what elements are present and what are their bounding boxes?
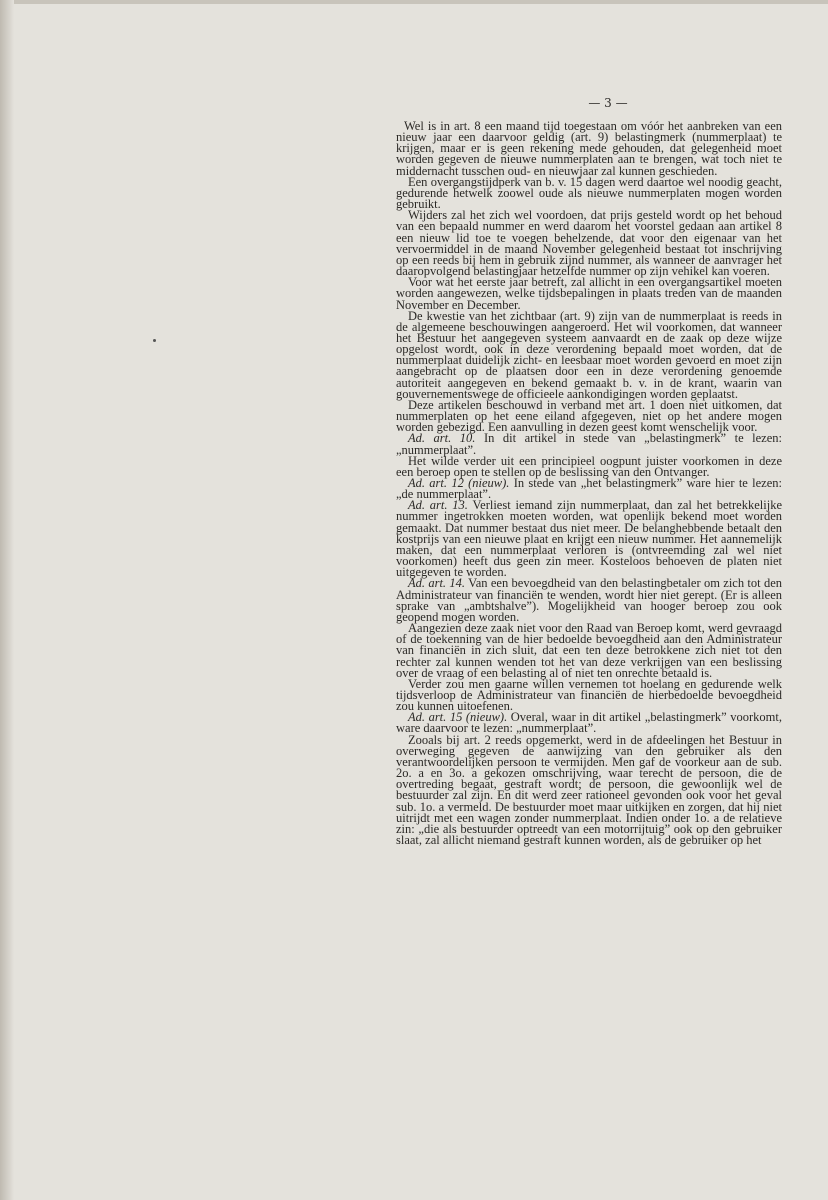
- article-reference: Ad. art. 15 (nieuw).: [408, 710, 508, 725]
- article-reference: Ad. art. 13.: [408, 498, 468, 513]
- paragraph: De kwestie van het zichtbaar (art. 9) zijn van de nummerplaat is reeds in de algemeene beschouwingen aangeroerd. Het wil voorkomen, dat wanneer het Bestuur het aangegeven systeem aanvaardt en de zaak op deze wijze opgelost wordt, ook in deze verordening bepaald moet worden, dat de nummerplaat duidelijk zicht- en leesbaar moet worden gevoerd en moet zijn aangebracht op de plaatsen door een in deze verordening genoemde autoriteit aangegeven en bekend gemaakt b. v. in de krant, waarin van gouvernementswege de officieele aankondigingen worden geplaatst.: [396, 308, 782, 401]
- paragraph: Een overgangstijdperk van b. v. 15 dagen werd daartoe wel noodig geacht, gedurende hetwelk zoowel oude als nieuwe nummerplaten mogen worden gebruikt.: [396, 174, 782, 212]
- paragraph: Verder zou men gaarne willen vernemen tot hoelang en gedurende welk tijdsverloop de Administrateur van financiën de hierbedoelde bevoegdheid zou kunnen uitoefenen.: [396, 676, 782, 714]
- paragraph-ad-art-13: Ad. art. 13. Verliest iemand zijn nummerplaat, dan zal het betrekkelijke nummer ingetrokken moeten worden, wat openlijk bekend moet worden gemaakt. Dat nummer bestaat dus niet meer. De belanghebbende betaalt den kostprijs van een nieuwe plaat en krijgt een nieuw nummer. Het aannemelijk maken, dat een nummerplaat verloren is (ontvreemding zal wel niet voorkomen) heeft dus geen zin meer. Kosteloos behoeven de platen niet uitgegeven te worden.: [396, 498, 782, 580]
- article-reference: Ad. art. 12 (nieuw).: [408, 476, 510, 490]
- paragraph: Zooals bij art. 2 reeds opgemerkt, werd in de afdeelingen het Bestuur in overweging gegeven de aanwijzing van den gebruiker als den verantwoordelijken persoon te vermijden. Men gaf de voorkeur aan de sub. 2o. a en 3o. a gekozen omschrijving, waar terecht de persoon, die de overtreding begaat, gestraft wordt; de persoon, die gewoonlijk wel de bestuurder zal zijn. En dit werd zeer rationeel gevonden ook voor het geval sub. 1o. a vermeld. De bestuurder moet maar uitkijken en zorgen, dat hij niet uitrijdt met een wagen zonder nummerplaat. Indien onder 1o. a de relatieve zin: „die als bestuurder optreedt van een motorrijtuig” ook op den gebruiker slaat, zal allicht niemand gestraft kunnen worden, als de gebruiker op het: [396, 732, 782, 847]
- article-reference: Ad. art. 10.: [408, 431, 476, 446]
- scan-top-edge: [0, 0, 828, 4]
- paragraph: Voor wat het eerste jaar betreft, zal allicht in een overgangsartikel moeten worden aangewezen, welke tijdsbepalingen in plaats treden van de maanden November en December.: [396, 275, 782, 312]
- body-text-column: [396, 121, 782, 846]
- paragraph-ad-art-15: Ad. art. 15 (nieuw). Overal, waar in dit artikel „belastingmerk” voorkomt, ware daarvoor te lezen: „nummerplaat”.: [396, 710, 782, 736]
- paragraph: Het wilde verder uit een principieel oogpunt juister voorkomen in deze een beroep open te stellen op de beslissing van den Ontvanger.: [396, 453, 782, 479]
- paragraph-ad-art-14: Ad. art. 14. Van een bevoegdheid van den belastingbetaler om zich tot den Administrateur van financiën te wenden, wordt hier niet gerept. (Er is alleen sprake van „ambtshalve”). Mogelijkheid van hooger beroep zou ook geopend mogen worden.: [396, 576, 782, 624]
- paragraph-ad-art-12: Ad. art. 12 (nieuw). In stede van „het belastingmerk” ware hier te lezen: „de nummerplaat”.: [396, 476, 782, 502]
- article-reference: Ad. art. 14.: [408, 576, 466, 591]
- paragraph: Deze artikelen beschouwd in verband met art. 1 doen niet uitkomen, dat nummerplaten op het eene eiland afgegeven, niet op het andere mogen worden gebezigd. Een aanvulling in dezen geest komt wenschelijk voor.: [396, 397, 782, 435]
- paragraph-ad-art-10: Ad. art. 10. In dit artikel in stede van „belastingmerk” te lezen: „nummerplaat”.: [396, 431, 782, 457]
- scan-left-edge: [0, 0, 14, 1200]
- paragraph: Wel is in art. 8 een maand tijd toegestaan om vóór het aanbreken van een nieuw jaar een daarvoor geldig (art. 9) belastingmerk (nummerplaat) te krijgen, maar er is geen rekening mede gehouden, dat gelegenheid moet worden gegeven de nieuwe nummerplaten aan te brengen, wat toch niet te middernacht tusschen oud- en nieuwjaar zal kunnen geschieden.: [396, 119, 782, 178]
- page-number: — 3 —: [588, 96, 628, 110]
- paragraph: Wijders zal het zich wel voordoen, dat prijs gesteld wordt op het behoud van een bepaald nummer en werd daarom het voorstel gedaan aan artikel 8 een nieuw lid toe te voegen behelzende, dat voor den eigenaar van het vervoermiddel in de maand November gelegenheid bestaat tot inschrijving op een reeds bij hem in gebruik zijnd nummer, als wanneer de aanvrager het daaropvolgend belastingjaar hetzelfde nummer op zijn vehikel kan voeren.: [396, 208, 782, 279]
- margin-speck: [153, 339, 156, 342]
- paragraph: Aangezien deze zaak niet voor den Raad van Beroep komt, werd gevraagd of de toekenning van de hier bedoelde bevoegdheid aan den Administrateur van financiën in zich sluit, dat een ten deze betrokkene zich niet tot den rechter zal kunnen wenden tot het van deze verkrijgen van een beslissing over de vraag of een belasting al of niet ten onrechte betaald is.: [396, 621, 782, 680]
